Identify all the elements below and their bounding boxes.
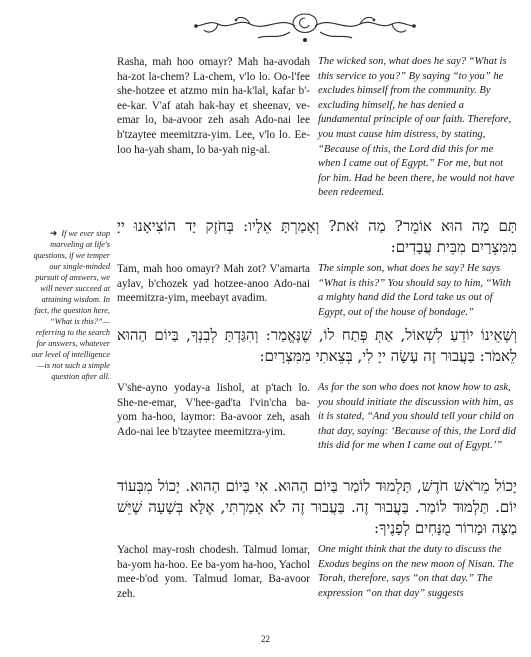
decorative-ornament xyxy=(190,6,420,46)
translation-paragraph: The simple son, what does he say? He says “What is this?” You should say to him, “With a mighty hand did the Lord take us out of Egypt, out of the house of bondage.” xyxy=(318,263,511,318)
translation-paragraph: One might think that the duty to discuss the Exodus begins on the new moon of Nisan. The Torah, therefore, says “on that day.” The expression “on that day” suggests xyxy=(318,544,514,599)
translation-paragraph: The wicked son, what does he say? “What is this service to you?” By saying “to you” he excludes himself from the community. By excluding himself, he has denied a fundamental principle of our faith. Therefore, you must cause him distress, by stating, “Because of this, the Lord did this for me when I came out of Egypt.” For me, but not for him. Had he been there, he would not have been redeemed. xyxy=(318,56,515,199)
side-note xyxy=(26,228,110,382)
transliteration-paragraph: Yachol may-rosh chodesh. Talmud lomar, ba-yom ha-hoo. Ee ba-yom ha-hoo, Yachol mee-b'od yom. Talmud lomar, Ba-avoor zeh. xyxy=(117,544,310,600)
translation-paragraph: As for the son who does not know how to ask, you should initiate the discussion with him, as it is stated, “And you should tell your child on that day, saying: ‘Because of this, the Lord did this did for me when I came out of Egypt.’” xyxy=(318,382,516,452)
transliteration-paragraph: Tam, mah hoo omayr? Mah zot? V'amarta aylav, b'chozek yad hotzee-anoo Ado-nai meemitzra-yim, meebayt avadim. xyxy=(117,263,310,305)
transliteration-paragraph: Rasha, mah hoo omayr? Mah ha-avodah ha-zot la-chem? La-chem, v'lo lo. Oo-l'fee she-hotzee et atzmo min ha-k'lal, kafar b'-ee-kar. V'af atah hak-hay et sheenav, ve-emar lo, ba-avoor zeh asah Ado-nai lee b'tzaytee meemitzra-yim. Lee, v'lo lo. Ee-loo ha-yah sham, lo ba-yah nig-al. xyxy=(117,56,310,156)
side-note-text: If we ever stop marveling at life's questions, if we temper our single-minded pursuit of answers, we will never succeed at attaining wisdom. In fact, the question here, “What is this?”—referring to the search for answers, whatever our level of intelligence—is not such a simple question after all. xyxy=(31,229,110,381)
hebrew-text: תָּם מָה הוּא אוֹמֵר? מַה זֹּאת? וְאָמַרְתָּ אֵלָיו: בְּחֹזֶק יָד הוֹצִיאָנוּ ייָ מִמִּצְרַיִם מִבֵּית עֲבָדִים: xyxy=(117,217,517,256)
hebrew-text: וְשֶׁאֵינוֹ יוֹדֵעַ לִשְׁאוֹל, אַתְּ פְּתַח לוֹ, שֶׁנֶּאֱמַר: וְהִגַּדְתָּ לְבִנְךָ, בַּיוֹם הַהוּא לֵאמֹר: בַּעֲבוּר זֶה עָשָׂה ייָ לִי, בְּצֵאתִי מִמִּצְרָיִם: xyxy=(117,326,517,365)
hebrew-text: יָכוֹל מֵרֹאשׁ חֹדֶשׁ, תַּלְמוּד לוֹמַר בַּיוֹם הַהוּא. אִי בַּיוֹם הַהוּא. יָכוֹל מִבְּעוֹד יוֹם. תַּלְמוּד לוֹמַר. בַּעֲבוּר זֶה. בַּעֲבוּר זֶה לֹא אָמַרְתִּי, אֶלָּא בְּשָׁעָה שֶׁיֵּשׁ מַצָּה וּמָרוֹר מֻנָּחִים לְפָנֶיךָ: xyxy=(117,477,517,537)
transliteration-paragraph: V'she-ayno yoday-a lishol, at p'tach lo. She-ne-emar, V'hee-gad'ta l'vin'cha ba-yom ha-hoo, laymor: Ba-avoor zeh, asah Ado-nai lee b'tzaytee meemitzra-yim. xyxy=(117,382,310,438)
page-number: 22 xyxy=(261,634,270,644)
arrow-icon: ➜ xyxy=(49,228,58,238)
